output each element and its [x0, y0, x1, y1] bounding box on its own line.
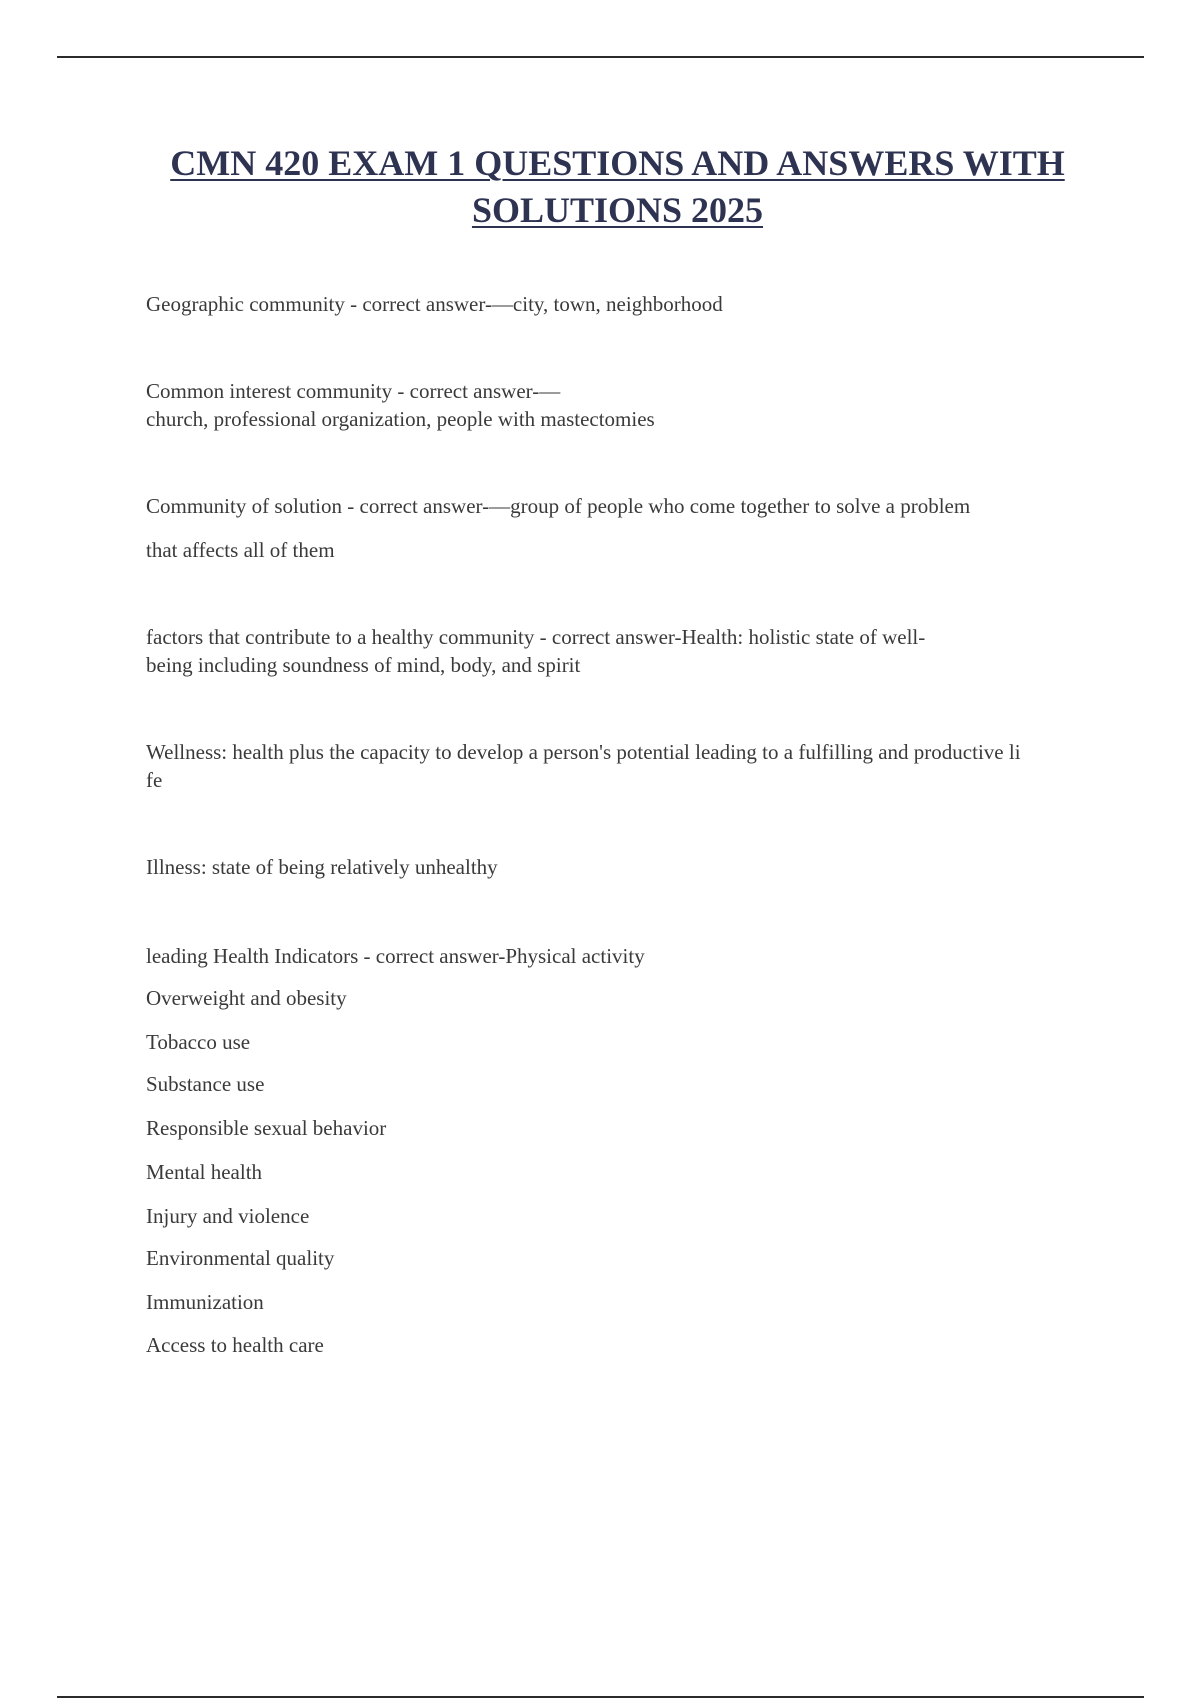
- document-title: [100, 140, 1135, 234]
- indicator-item: Overweight and obesity: [146, 986, 347, 1010]
- indicators-heading: leading Health Indicators - correct answer-Physical activity: [146, 944, 645, 968]
- indicator-item: Mental health: [146, 1160, 263, 1184]
- indicator-item: Environmental quality: [146, 1246, 335, 1270]
- entry-common-interest-community: Common interest community - correct answer-— church, professional organization, people with mastectomies: [146, 379, 655, 431]
- indicator-item: Immunization: [146, 1290, 264, 1314]
- top-rule: [57, 56, 1144, 58]
- indicator-item: Responsible sexual behavior: [146, 1116, 387, 1140]
- entry-geographic-community: Geographic community - correct answer-—city, town, neighborhood: [146, 292, 723, 316]
- entry-community-of-solution-cont: that affects all of them: [146, 538, 335, 562]
- entry-illness: Illness: state of being relatively unhealthy: [146, 855, 498, 879]
- entry-healthy-community-factors: factors that contribute to a healthy community - correct answer-Health: holistic state of well- being including soundness of mind, body, and spirit: [146, 625, 926, 677]
- title-line-1: CMN 420 EXAM 1 QUESTIONS AND ANSWERS WITH: [170, 143, 1065, 183]
- indicator-item: Tobacco use: [146, 1030, 251, 1054]
- entry-community-of-solution: Community of solution - correct answer-—group of people who come together to solve a problem: [146, 494, 971, 518]
- indicator-item: Substance use: [146, 1072, 265, 1096]
- indicator-item: Access to health care: [146, 1333, 324, 1357]
- bottom-rule: [57, 1696, 1144, 1698]
- indicator-item: Injury and violence: [146, 1204, 310, 1228]
- entry-wellness: Wellness: health plus the capacity to develop a person's potential leading to a fulfilling and productive li fe: [146, 740, 1021, 792]
- title-line-2: SOLUTIONS 2025: [471, 190, 764, 230]
